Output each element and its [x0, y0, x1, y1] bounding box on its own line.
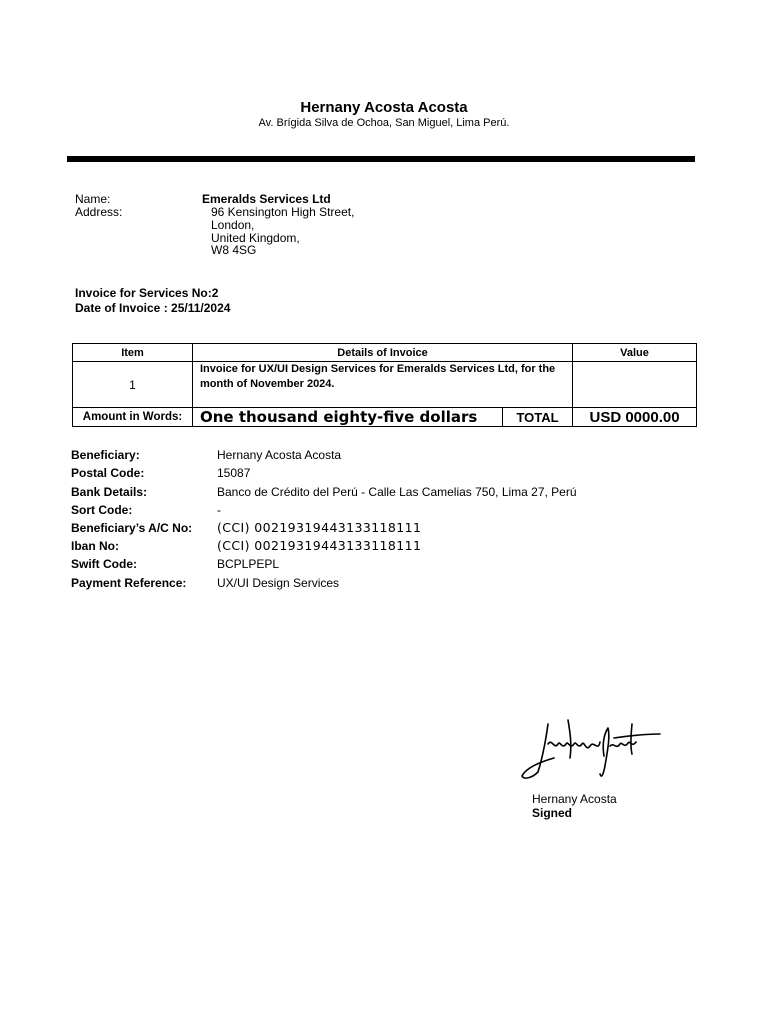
recipient-address-line-3: United Kingdom,	[211, 231, 300, 245]
amount-in-words-label: Amount in Words:	[73, 408, 193, 427]
table-header-row	[73, 344, 697, 362]
invoice-table	[72, 343, 697, 427]
beneficiary-label: Beneficiary:	[71, 448, 140, 462]
payment-reference-value: UX/UI Design Services	[217, 576, 340, 590]
amount-in-words: One thousand eighty-five dollars	[193, 408, 503, 427]
name-label: Name:	[75, 192, 111, 206]
recipient-address-line-4: W8 4SG	[211, 243, 257, 257]
row-details: Invoice for UX/UI Design Services for Emeralds Services Ltd, for the month of November 2024.	[193, 362, 573, 408]
swift-code-value: BCPLPEPL	[217, 557, 280, 571]
iban-value: (CCI) 00219319443133118111	[217, 538, 422, 553]
recipient-address-line-1: 96 Kensington High Street,	[211, 205, 355, 219]
bank-details-label: Bank Details:	[71, 485, 148, 499]
row-item: 1	[73, 362, 193, 408]
beneficiary-value: Hernany Acosta Acosta	[217, 448, 342, 462]
recipient-name: Emeralds Services Ltd	[202, 192, 331, 206]
sender-name: Hernany Acosta Acosta	[300, 99, 468, 116]
address-label: Address:	[75, 205, 123, 219]
account-number-value: (CCI) 00219319443133118111	[217, 520, 422, 535]
total-value: USD 0000.00	[573, 408, 697, 427]
sort-code-value: -	[217, 503, 221, 517]
recipient-address-line-2: London,	[211, 218, 255, 232]
sender-address: Av. Brígida Silva de Ochoa, San Miguel, Lima Perú.	[258, 117, 510, 129]
header-value: Value	[573, 344, 697, 362]
row-value	[573, 362, 697, 408]
amount-row	[73, 408, 697, 427]
sort-code-label: Sort Code:	[71, 503, 133, 517]
total-label: TOTAL	[503, 408, 573, 427]
header-divider	[67, 156, 695, 162]
header-details: Details of Invoice	[193, 344, 573, 362]
account-number-label: Beneficiary’s A/C No:	[71, 521, 193, 535]
swift-code-label: Swift Code:	[71, 557, 137, 571]
postal-code-label: Postal Code:	[71, 466, 145, 480]
handwritten-signature	[518, 714, 664, 786]
postal-code-value: 15087	[217, 466, 251, 480]
table-row	[73, 362, 697, 408]
invoice-number: Invoice for Services No:2	[75, 286, 219, 300]
header-item: Item	[73, 344, 193, 362]
invoice-date: Date of Invoice : 25/11/2024	[75, 301, 231, 315]
payment-reference-label: Payment Reference:	[71, 576, 187, 590]
iban-label: Iban No:	[71, 539, 119, 553]
signed-label: Signed	[532, 806, 573, 820]
bank-details-value: Banco de Crédito del Perú - Calle Las Camelias 750, Lima 27, Perú	[217, 485, 577, 499]
signatory-name: Hernany Acosta	[532, 792, 617, 806]
